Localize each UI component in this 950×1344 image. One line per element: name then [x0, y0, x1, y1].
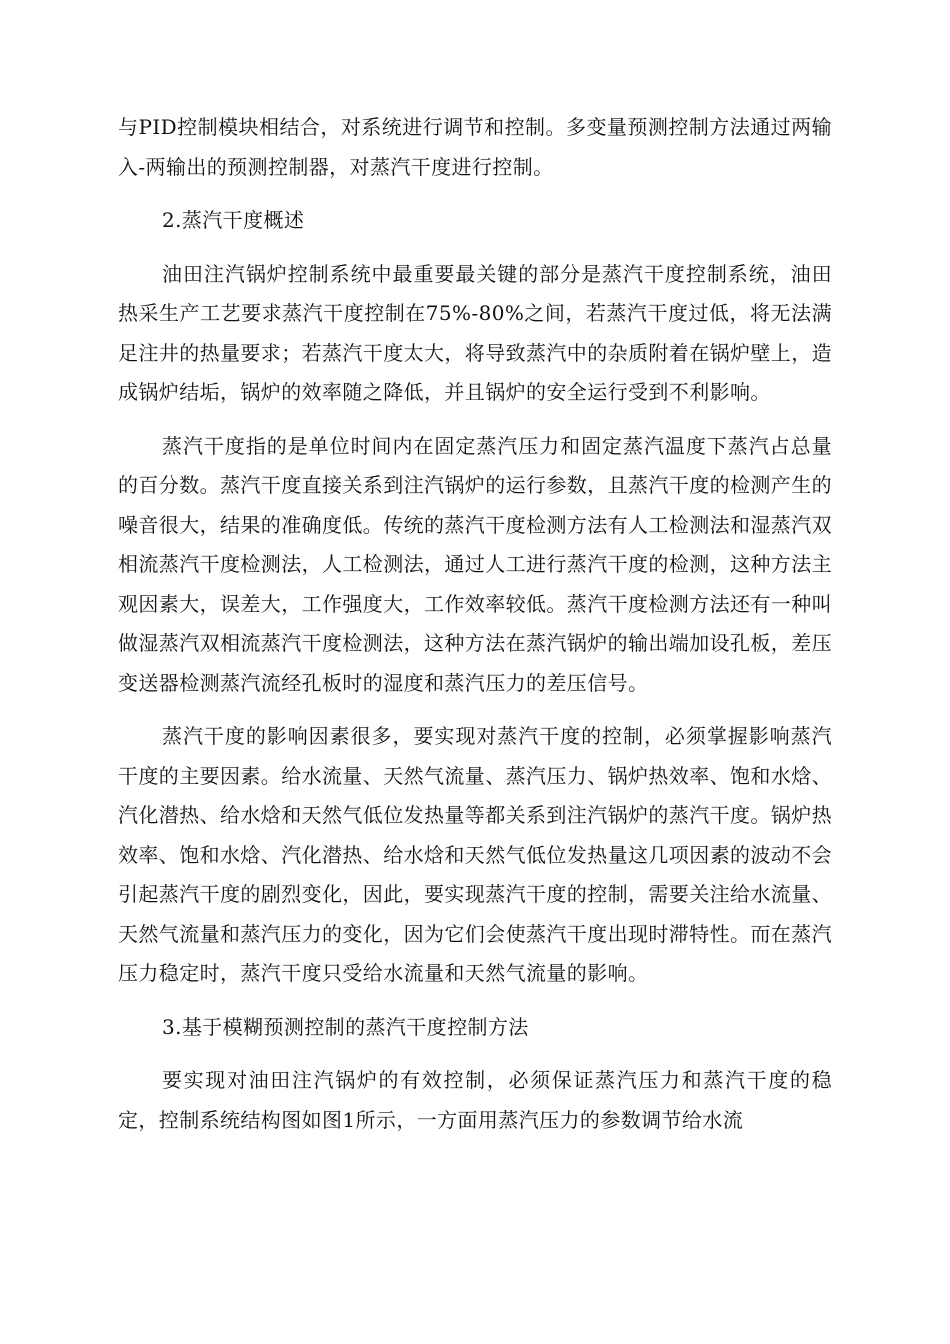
section-heading-2: 2.蒸汽干度概述	[162, 208, 305, 232]
paragraph-steam-quality-definition: 蒸汽干度指的是单位时间内在固定蒸汽压力和固定蒸汽温度下蒸汽占总量的百分数。蒸汽干度直接关系到注汽锅炉的运行参数，且蒸汽干度的检测产生的噪音很大，结果的准确度低。传统的蒸汽干度检测方法有人工检测法和湿蒸汽双相流蒸汽干度检测法，人工检测法，通过人工进行蒸汽干度的检测，这种方法主观因素大，误差大，工作强度大，工作效率较低。蒸汽干度检测方法还有一种叫做湿蒸汽双相流蒸汽干度检测法，这种方法在蒸汽锅炉的输出端加设孔板，差压变送器检测蒸汽流经孔板时的湿度和蒸汽压力的差压信号。	[118, 433, 832, 695]
paragraph-continuation: 与PID控制模块相结合，对系统进行调节和控制。多变量预测控制方法通过两输入-两输出的预测控制器，对蒸汽干度进行控制。	[118, 115, 832, 179]
paragraph-boiler-control: 油田注汽锅炉控制系统中最重要最关键的部分是蒸汽干度控制系统，油田热采生产工艺要求蒸汽干度控制在75%-80%之间，若蒸汽干度过低，将无法满足注井的热量要求；若蒸汽干度太大，将导致蒸汽中的杂质附着在锅炉壁上，造成锅炉结垢，锅炉的效率随之降低，并且锅炉的安全运行受到不利影响。	[118, 261, 832, 404]
section-heading-3: 3.基于模糊预测控制的蒸汽干度控制方法	[162, 1014, 529, 1039]
document-page	[118, 108, 832, 1140]
paragraph-influencing-factors: 蒸汽干度的影响因素很多，要实现对蒸汽干度的控制，必须掌握影响蒸汽干度的主要因素。给水流量、天然气流量、蒸汽压力、锅炉热效率、饱和水焓、汽化潜热、给水焓和天然气低位发热量等都关系到注汽锅炉的蒸汽干度。锅炉热效率、饱和水焓、汽化潜热、给水焓和天然气低位发热量这几项因素的波动不会引起蒸汽干度的剧烈变化，因此，要实现蒸汽干度的控制，需要关注给水流量、天然气流量和蒸汽压力的变化，因为它们会使蒸汽干度出现时滞特性。而在蒸汽压力稳定时，蒸汽干度只受给水流量和天然气流量的影响。	[118, 724, 832, 985]
paragraph-control-method: 要实现对油田注汽锅炉的有效控制，必须保证蒸汽压力和蒸汽干度的稳定，控制系统结构图如图1所示，一方面用蒸汽压力的参数调节给水流	[118, 1068, 832, 1132]
